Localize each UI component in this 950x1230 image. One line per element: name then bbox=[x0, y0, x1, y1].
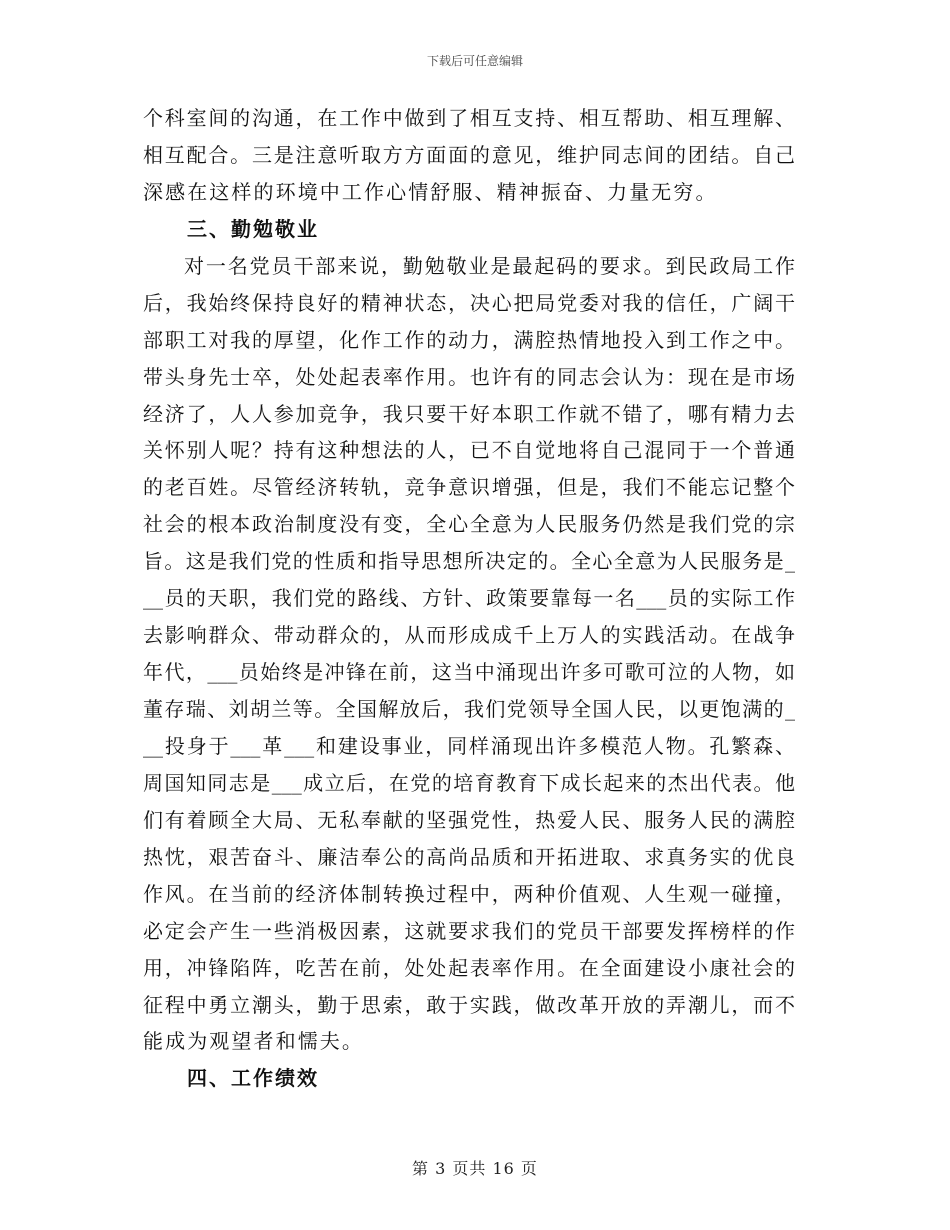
body-line: 去影响群众、带动群众的，从而形成成千上万人的实践活动。在战争 bbox=[143, 623, 795, 648]
body-line: __投身于___革___和建设事业，同样涌现出许多模范人物。孔繁森、 bbox=[143, 733, 795, 758]
body-line: 周国知同志是___成立后，在党的培育教育下成长起来的杰出代表。他 bbox=[143, 770, 795, 795]
body-line: 作风。在当前的经济体制转换过程中，两种价值观、人生观一碰撞， bbox=[143, 881, 795, 906]
body-line: 深感在这样的环境中工作心情舒服、精神振奋、力量无穷。 bbox=[143, 179, 718, 204]
page-number: 第 3 页共 16 页 bbox=[412, 1159, 538, 1178]
body-line: 社会的根本政治制度没有变，全心全意为人民服务仍然是我们党的宗 bbox=[143, 512, 795, 537]
body-line: 必定会产生一些消极因素，这就要求我们的党员干部要发挥榜样的作 bbox=[143, 918, 795, 943]
body-line: 的老百姓。尽管经济转轨，竞争意识增强，但是，我们不能忘记整个 bbox=[143, 475, 795, 500]
body-line: 征程中勇立潮头，勤于思索，敢于实践，做改革开放的弄潮儿，而不 bbox=[143, 992, 795, 1017]
section-heading-3: 三、勤勉敬业 bbox=[187, 216, 319, 241]
document-body bbox=[143, 100, 795, 1097]
body-line: 用，冲锋陷阵，吃苦在前，处处起表率作用。在全面建设小康社会的 bbox=[143, 955, 795, 980]
body-line: 热忱，艰苦奋斗、廉洁奉公的高尚品质和开拓进取、求真务实的优良 bbox=[143, 844, 795, 869]
body-line: 经济了，人人参加竞争，我只要干好本职工作就不错了，哪有精力去 bbox=[143, 401, 795, 426]
body-line: 董存瑞、刘胡兰等。全国解放后，我们党领导全国人民，以更饱满的_ bbox=[143, 697, 795, 721]
page-header-note: 下载后可任意编辑 bbox=[426, 54, 523, 68]
body-line: 个科室间的沟通，在工作中做到了相互支持、相互帮助、相互理解、 bbox=[143, 106, 795, 130]
body-line: 年代，___员始终是冲锋在前，这当中涌现出许多可歌可泣的人物，如 bbox=[143, 660, 795, 685]
body-line: 能成为观望者和懦夫。 bbox=[143, 1029, 364, 1054]
body-line: 带头身先士卒，处处起表率作用。也许有的同志会认为：现在是市场 bbox=[143, 364, 795, 389]
body-line: 关怀别人呢？持有这种想法的人，已不自觉地将自己混同于一个普通 bbox=[143, 438, 795, 463]
body-line: 旨。这是我们党的性质和指导思想所决定的。全心全意为人民服务是_ bbox=[143, 549, 795, 574]
body-line: 们有着顾全大局、无私奉献的坚强党性，热爱人民、服务人民的满腔 bbox=[143, 807, 795, 832]
body-line: 后，我始终保持良好的精神状态，决心把局党委对我的信任，广阔干 bbox=[143, 290, 795, 315]
body-line: 部职工对我的厚望，化作工作的动力，满腔热情地投入到工作之中。 bbox=[143, 327, 795, 352]
body-line: 相互配合。三是注意听取方方面面的意见，维护同志间的团结。自己 bbox=[143, 142, 795, 167]
section-heading-4: 四、工作绩效 bbox=[187, 1066, 319, 1091]
body-line: __员的天职，我们党的路线、方针、政策要靠每一名___员的实际工作 bbox=[143, 586, 795, 611]
body-line: 对一名党员干部来说，勤勉敬业是最起码的要求。到民政局工作 bbox=[184, 253, 795, 278]
